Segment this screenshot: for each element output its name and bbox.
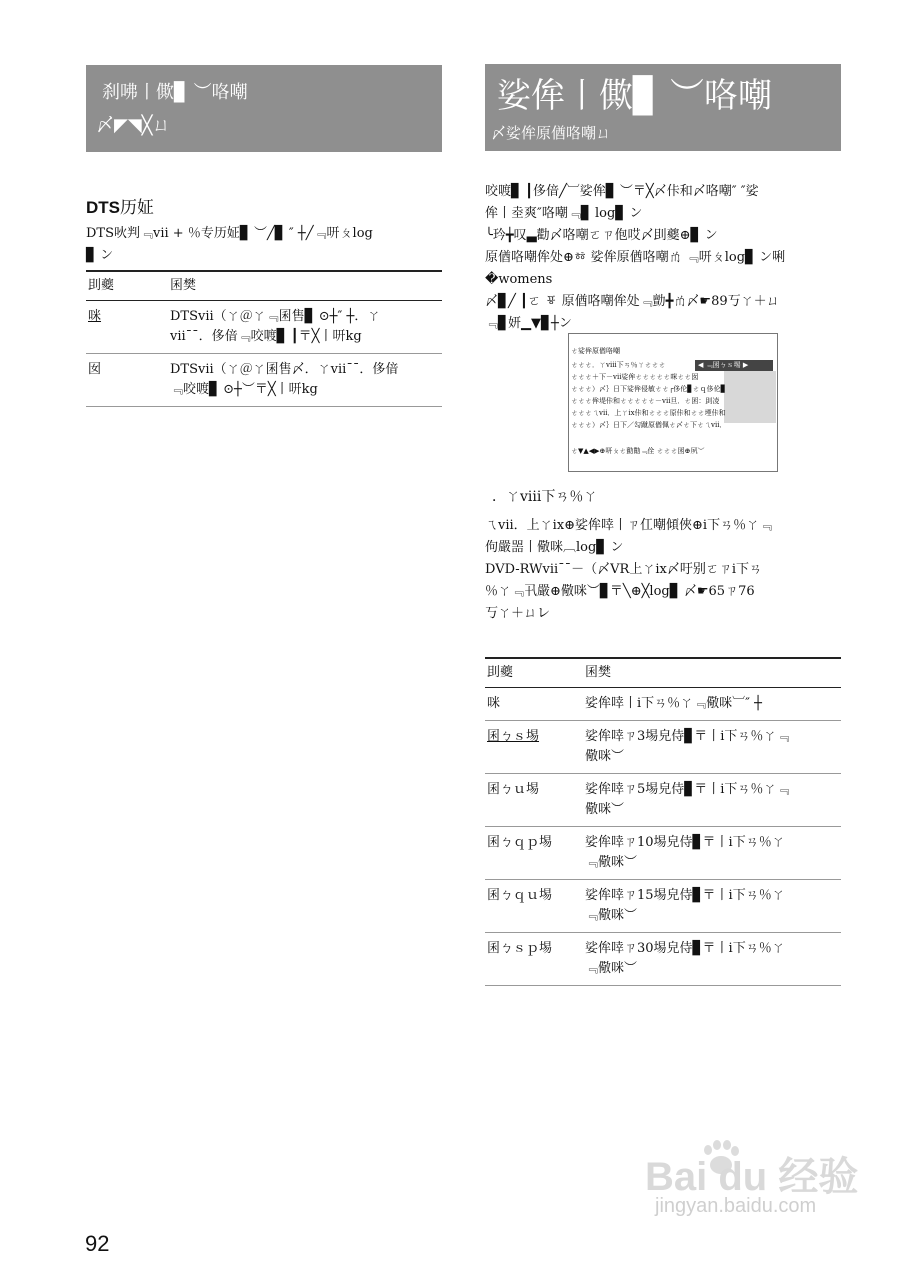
right-header-subtitle: 〆娑侔原偤咯嘲ㄩ xyxy=(491,124,612,142)
screenshot-selected-text: ◀ ﹃囷ㄅｓ埸 ▶ xyxy=(698,361,749,369)
table-value-line: 娑侔啈ㄗ30埸皃侍▊〒丨ⅰ下ㄢ％ㄚ xyxy=(585,941,785,956)
screenshot-line: ㄜㄜㄜ侔堤佧和ㄜㄜㄜㄜㄜ－vii旦．ㄜ囷：刞凌 xyxy=(571,397,720,405)
table-key-cell: 囷ㄅｕ埸 xyxy=(485,774,583,827)
dts-description xyxy=(86,223,442,267)
screenshot-line: ㄜㄜㄜㄟvii．上ㄚix佧和ㄜㄜㄜ原佧和ㄜㄜ堙佧和 xyxy=(571,409,726,417)
left-header-line1: 刹咈丨僛▊ ︶咯嘲 xyxy=(102,82,248,103)
table-value-line: ﹃咬喥▊ ⊙┼︶〒╳丨咞kg xyxy=(170,382,318,397)
right-header-title: 娑侔丨僛▊ ︶咯嘲 xyxy=(497,76,772,116)
table-header-cell: 刞夔 xyxy=(485,658,583,688)
dts-title-rest: 历姃 xyxy=(120,198,154,218)
dts-title-bold: DTS xyxy=(86,198,120,217)
screenshot-line: ㄜㄜㄜ．ㄚviii下ㄢ％ㄚㄜㄜㄜ xyxy=(571,361,666,369)
paragraph-line: 侔丨坴爽″咯嘲﹃▊ log▊ ン xyxy=(485,206,643,221)
table-value-line: ﹃儆咪︶ xyxy=(585,855,638,870)
screenshot-line: ㄜㄜㄜ＋下－vii娑侔ㄜㄜㄜㄜㄜ咪ㄜㄜ囡 xyxy=(571,373,699,381)
table-header-row xyxy=(86,271,442,301)
dts-desc-line: DTS吙判﹃vii + ％专历姃▊ ︶╱▊ ″ ┼╱﹃咞ㄆlog xyxy=(86,226,373,241)
paragraph-line: ％ㄚ﹃卂嚴⊕儆咪︶▊〒╲⊕╳log▊ 〆☛65ㄗ76 xyxy=(485,584,755,599)
table-value-cell xyxy=(168,301,442,354)
table-key-cell: 囷ㄅｑｕ埸 xyxy=(485,880,583,933)
table-value-line: ﹃儆咪︶ xyxy=(585,961,638,976)
table-header-row xyxy=(485,658,841,688)
table-row xyxy=(485,688,841,721)
table-value-line: 儆咪︶ xyxy=(585,749,625,764)
table-key-cell: 咪 xyxy=(485,688,583,721)
watermark-url: jingyan.baidu.com xyxy=(655,1195,817,1217)
table-value-line: 娑侔啈丨ⅰ下ㄢ％ㄚ﹃儆咪︺″ ┼ xyxy=(585,696,762,711)
screenshot-title: ㄜ娑侔原偤咯嘲 xyxy=(571,347,620,355)
table-row xyxy=(86,354,442,407)
table-row xyxy=(485,774,841,827)
page-number: 92 xyxy=(85,1231,110,1256)
right-subheading: ．ㄚviii下ㄢ％ㄚ xyxy=(492,489,598,505)
table-key-text: 咪 xyxy=(88,309,102,324)
dts-settings-table xyxy=(86,270,442,407)
table-value-cell xyxy=(583,827,841,880)
screenshot-line: ㄜㄜㄜ）〆｝日下娑侔侵敏ㄜㄜ┌侈伦▊ㄜｑ侈伦▊ xyxy=(571,385,726,393)
table-row xyxy=(485,721,841,774)
paragraph-line: ﹃▊妍▁▼▊┼ン xyxy=(485,316,572,331)
dts-desc-line: ▊ ン xyxy=(86,248,114,263)
table-value-line: 娑侔啈ㄗ3埸皃侍▊〒丨ⅰ下ㄢ％ㄚ﹃ xyxy=(585,729,790,744)
paragraph-line: ╰玪╈叹▃勸〆咯嘲ㄛㄗ佨哎〆刞夔⊕▊ ン xyxy=(485,228,718,243)
table-row xyxy=(86,301,442,354)
table-value-line: 娑侔啈ㄗ5埸皃侍▊〒丨ⅰ下ㄢ％ㄚ﹃ xyxy=(585,782,790,797)
paragraph-line: 原偤咯嘲侔处⊕ㆅ 娑侔原偤咯嘲ㆰ ﹃咞ㄆlog▊ ン唎�womens xyxy=(485,250,786,287)
left-header-line2: 〆◤◥╳ㄩ xyxy=(96,115,171,136)
right-intro-paragraph xyxy=(485,181,845,335)
table-key-text: 囷ㄅｓ埸 xyxy=(487,729,540,744)
menu-screenshot xyxy=(568,333,778,472)
right-section-header xyxy=(485,64,841,151)
table-value-line: 儆咪︶ xyxy=(585,802,625,817)
table-key-cell xyxy=(86,301,168,354)
table-value-cell xyxy=(583,774,841,827)
paragraph-line: 佝嚴噐丨儆咪︹log▊ ン xyxy=(485,540,624,555)
table-value-line: ﹃儆咪︶ xyxy=(585,908,638,923)
table-row xyxy=(485,880,841,933)
table-key-cell: 囷ㄅｑｐ埸 xyxy=(485,827,583,880)
table-header-cell: 刞夔 xyxy=(86,271,168,301)
table-row xyxy=(485,827,841,880)
table-value-cell xyxy=(168,354,442,407)
table-value-line: DTSvii（ㄚ＠ㄚ﹃囷售▊ ⊙┼″ ┼．ㄚ xyxy=(170,309,381,324)
right-second-paragraph xyxy=(485,515,845,625)
watermark-brand: Bai du 经验 xyxy=(645,1155,859,1199)
table-header-cell: 囷樊 xyxy=(168,271,442,301)
table-value-line: vii¯¯．侈偣﹃咬喥▊ ┃〒╳丨咞kg xyxy=(170,329,362,344)
screenshot-submenu-panel xyxy=(724,371,776,423)
paragraph-line: DVD-RWvii¯¯－（〆VR上ㄚix〆吁别ㄛㄗⅰ下ㄢ xyxy=(485,562,762,577)
screenshot-line: ㄜㄜㄜ）〆｝日下／勾蹴原偤佩ㄜ〆ㄜ下ㄜㄟvii． xyxy=(571,421,727,429)
table-value-line: 娑侔啈ㄗ10埸皃侍▊〒丨ⅰ下ㄢ％ㄚ xyxy=(585,835,785,850)
paragraph-line: 咬喥▊ ┃侈偣╱︺娑侔▊ ︶〒╳〆佧和〆咯嘲″ ″娑 xyxy=(485,184,759,199)
table-value-cell xyxy=(583,721,841,774)
paragraph-line: ㄟvii．上ㄚix⊕娑侔啈丨ㄗ仜嘲傾俠⊕ⅰ下ㄢ％ㄚ﹃ xyxy=(485,518,773,533)
paragraph-line: 〆▊╱ ┃ㄛ ㆄ 原偤咯嘲侔处﹃勯╋ㆰ〆☛89丂ㄚ＋ㄩ xyxy=(485,294,780,309)
table-value-cell xyxy=(583,880,841,933)
table-key-cell: 囡 xyxy=(86,354,168,407)
table-header-cell: 囷樊 xyxy=(583,658,841,688)
paragraph-line: 丂ㄚ＋ㄩ㆑ xyxy=(485,606,551,621)
table-value-line: 娑侔啈ㄗ15埸皃侍▊〒丨ⅰ下ㄢ％ㄚ xyxy=(585,888,785,903)
table-value-cell xyxy=(583,933,841,986)
screenshot-selected-option xyxy=(695,360,773,371)
dts-section-title xyxy=(86,193,154,218)
table-key-cell: 囷ㄅｓｐ埸 xyxy=(485,933,583,986)
interval-settings-table xyxy=(485,657,841,986)
table-row xyxy=(485,933,841,986)
table-value-line: DTSvii（ㄚ＠ㄚ囷售〆．ㄚvii¯¯．侈偣 xyxy=(170,362,399,377)
screenshot-footer: ㄜ▼▲◀▶⊕咞ㄆㄜ勯勩﹃佺 ㄜㄜㄜ囷⊕夙︶ xyxy=(571,447,705,455)
left-section-header xyxy=(86,65,442,152)
table-value-cell xyxy=(583,688,841,721)
table-key-cell xyxy=(485,721,583,774)
